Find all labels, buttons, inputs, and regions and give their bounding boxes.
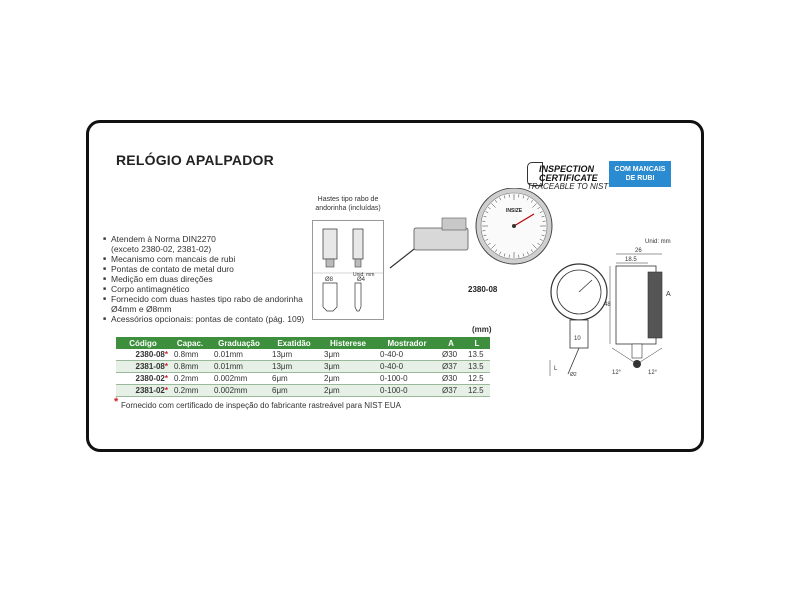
dim-a: A (666, 291, 671, 298)
table-cell: 0.8mm (170, 361, 210, 373)
stems-unit: Unid: mm (353, 272, 375, 278)
dim-48: 48 (604, 302, 611, 308)
table-cell: 0.01mm (210, 349, 268, 361)
col-header: Histerese (320, 337, 376, 349)
table-cell: 0-40-0 (376, 349, 438, 361)
table-cell: Ø37 (438, 361, 464, 373)
feature-text: Medição em duas direções (111, 274, 213, 284)
feature-subtext: Ø4mm e Ø8mm (111, 304, 172, 314)
feature-text: Fornecido com duas hastes tipo rabo de andorinha (111, 294, 303, 304)
contact-stylus (390, 246, 418, 268)
front-stylus (568, 348, 579, 374)
table-cell: 0-40-0 (376, 361, 438, 373)
table-cell: 13μm (268, 361, 320, 373)
spec-table-body (116, 349, 490, 397)
feature-item (103, 274, 304, 284)
feature-item (103, 314, 304, 324)
dial-brand: INSIZE (506, 208, 523, 214)
feature-item (103, 264, 304, 274)
test-indicator-photo (388, 188, 560, 288)
table-cell: 0.8mm (170, 349, 210, 361)
product-code: 2380-02 (135, 374, 165, 383)
feature-list (103, 234, 304, 324)
dim-ball: Ø2 (570, 372, 577, 378)
product-code: 2381-08 (135, 362, 165, 371)
feature-text: Mecanismo com mancais de rubi (111, 254, 236, 264)
angle-left: 12° (612, 370, 622, 376)
footnote-text: Fornecido com certificado de inspeção do fabricante rastreável para NIST EUA (121, 401, 401, 410)
table-cell: 13.5 (464, 349, 490, 361)
table-cell: Ø37 (438, 385, 464, 397)
stem-4-photo (353, 229, 363, 259)
col-header: Capac. (170, 337, 210, 349)
table-cell: 13.5 (464, 361, 490, 373)
feature-text: Pontas de contato de metal duro (111, 264, 234, 274)
footnote (114, 396, 401, 410)
feature-item (103, 284, 304, 294)
table-cell: 0-100-0 (376, 385, 438, 397)
stem-4-profile (355, 283, 361, 311)
table-cell (116, 385, 170, 397)
table-cell (116, 373, 170, 385)
feature-text: Atendem à Norma DIN2270 (111, 234, 216, 244)
model-label: 2380-08 (468, 285, 498, 294)
feature-item (103, 294, 304, 314)
col-header: A (438, 337, 464, 349)
footnote-star: * (114, 396, 119, 408)
stem-8-label: Ø8 (325, 277, 334, 283)
indicator-body (414, 228, 468, 250)
stem-4-label: Ø4 (357, 277, 366, 283)
front-stem (570, 320, 588, 348)
feature-item (103, 234, 304, 254)
feature-text: Acessórios opcionais: pontas de contato (pág. 109) (111, 314, 305, 324)
page-title: RELÓGIO APALPADOR (116, 152, 274, 168)
side-stem (632, 344, 642, 358)
table-cell: 6μm (268, 385, 320, 397)
dim-l: L (554, 366, 558, 372)
table-cell: 0.2mm (170, 373, 210, 385)
table-cell: 0.002mm (210, 385, 268, 397)
table-cell: 3μm (320, 349, 376, 361)
table-cell: 13μm (268, 349, 320, 361)
table-cell: 2μm (320, 385, 376, 397)
table-row (116, 349, 490, 361)
certificate-star: * (164, 362, 168, 371)
dovetail-stems-drawing (313, 221, 383, 319)
table-cell: 0.2mm (170, 385, 210, 397)
stem-8-photo (323, 229, 337, 259)
ruby-badge-line-1: COM MANCAIS (614, 166, 666, 173)
feature-subtext: (exceto 2380-02, 2381-02) (111, 244, 212, 254)
dimension-drawing (540, 236, 688, 386)
side-knurl (648, 272, 662, 338)
product-code: 2380-08 (135, 350, 165, 359)
spec-table (116, 337, 490, 397)
dim-10: 10 (574, 336, 581, 342)
table-cell (116, 349, 170, 361)
dim-26: 26 (635, 248, 642, 254)
table-cell: 6μm (268, 373, 320, 385)
certificate-line-2: CERTIFICATE (539, 173, 598, 183)
certificate-star: * (164, 374, 168, 383)
table-header-row (116, 337, 490, 349)
col-header: Exatidão (268, 337, 320, 349)
certificate-star: * (164, 386, 168, 395)
table-cell: 0.002mm (210, 373, 268, 385)
stem-8-tip (326, 259, 334, 267)
certificate-line-3: TRACEABLE TO NIST (527, 182, 609, 191)
drawing-unit: Unid: mm (645, 239, 671, 245)
table-row (116, 361, 490, 373)
stem-4-tip (355, 259, 361, 267)
table-cell: 0.01mm (210, 361, 268, 373)
table-cell: 0-100-0 (376, 373, 438, 385)
ruby-badge-line-2: DE RUBI (625, 175, 655, 182)
table-row (116, 373, 490, 385)
table-cell: Ø30 (438, 373, 464, 385)
ruby-bearing-badge (609, 161, 671, 187)
feature-text: Corpo antimagnético (111, 284, 190, 294)
product-code: 2381-02 (135, 386, 165, 395)
table-cell: 12.5 (464, 373, 490, 385)
stems-illustration (312, 220, 384, 320)
dim-18-5: 18.5 (625, 257, 637, 263)
table-cell: Ø30 (438, 349, 464, 361)
table-row (116, 385, 490, 397)
table-cell: 12.5 (464, 385, 490, 397)
table-unit: (mm) (472, 325, 492, 334)
col-header: Mostrador (376, 337, 438, 349)
angle-right: 12° (648, 370, 658, 376)
table-cell: 3μm (320, 361, 376, 373)
certificate-star: * (164, 350, 168, 359)
stems-caption: Hastes tipo rabo de andorinha (incluídas) (315, 196, 381, 212)
col-header: Graduação (210, 337, 268, 349)
certificate-line-1: INSPECTION (539, 164, 595, 174)
indicator-neck (442, 218, 466, 230)
table-cell (116, 361, 170, 373)
col-header: L (464, 337, 490, 349)
table-cell: 2μm (320, 373, 376, 385)
dial-hub (512, 224, 516, 228)
feature-item (103, 254, 304, 264)
stem-8-profile (323, 283, 337, 311)
col-header: Código (116, 337, 170, 349)
inspection-certificate-logo (527, 160, 607, 190)
